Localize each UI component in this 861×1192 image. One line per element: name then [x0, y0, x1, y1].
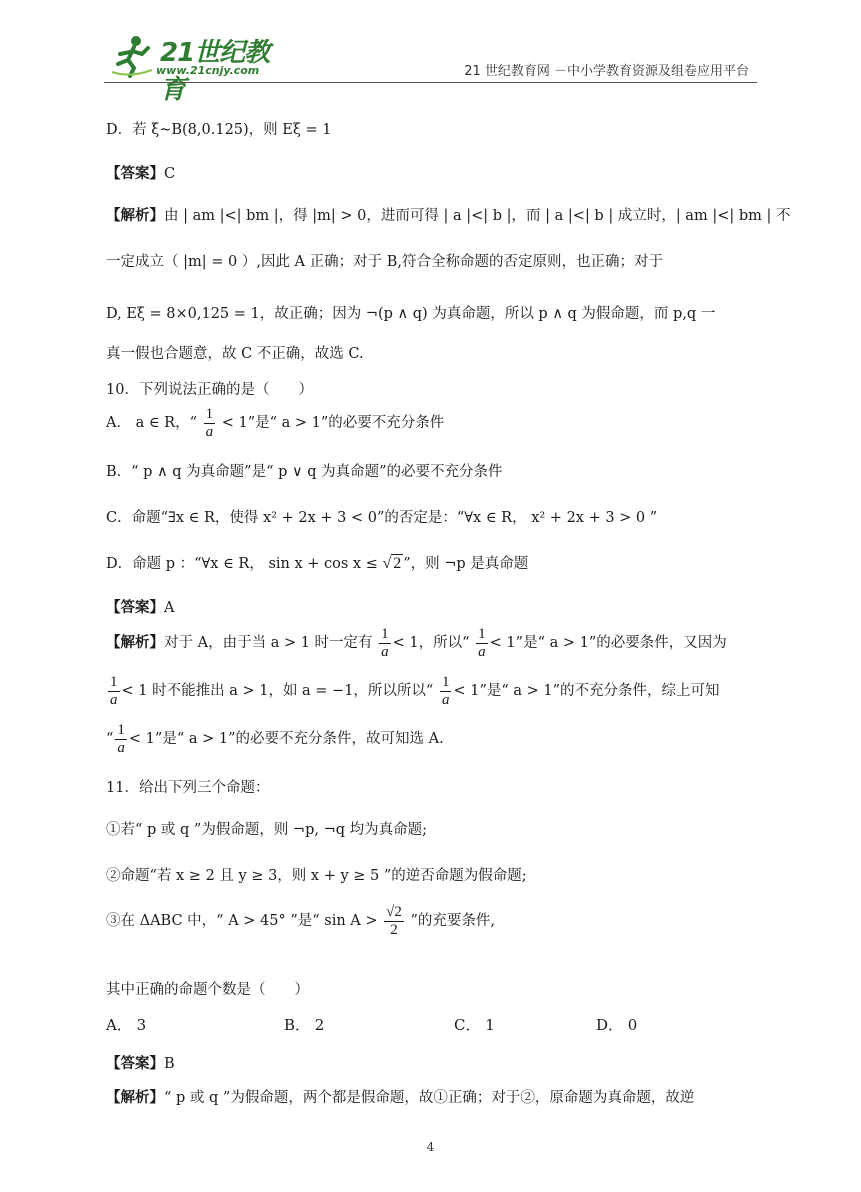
frac-den: a	[478, 643, 486, 660]
frac-num: 1	[205, 406, 214, 422]
fraction	[384, 904, 404, 938]
q10-stem: 10．下列说法正确的是（ ）	[106, 382, 313, 398]
explain-text: < 1 时不能推出 a > 1，如 a = −1，所以所以“	[121, 683, 434, 699]
q11-stem: 11．给出下列三个命题：	[106, 780, 270, 796]
q11-answer	[106, 1052, 175, 1073]
item-3-suffix: ”的充要条件,	[410, 913, 496, 929]
opt-d-suffix: ”，则 ¬p 是真命题	[403, 556, 529, 572]
q9-option-d: D．若 ξ~B(8,0.125)，则 Eξ = 1	[106, 122, 332, 138]
explain-tag: 【解析】	[106, 207, 164, 224]
q9-answer	[106, 162, 175, 183]
q9-explain-2: 一定成立（ |m| = 0 ）,因此 A 正确；对于 B,符合全称命题的否定原则，也正确；对于	[106, 254, 664, 270]
q11-item-1: ①若“ p 或 q ”为假命题，则 ¬p, ¬q 均为真命题;	[106, 822, 428, 838]
fraction	[379, 626, 391, 660]
frac-den: a	[110, 691, 118, 708]
explain-text: 由 | am |<| bm |，得 |m| > 0，进而可得 | a |<| b |，而 | a |<| b | 成立时，| am |<| bm | 不	[164, 208, 791, 224]
q10-option-d	[106, 552, 528, 573]
sqrt-expr: √ 2	[382, 555, 402, 572]
explain-tag: 【解析】	[106, 1089, 164, 1106]
explain-text: < 1，所以“	[392, 635, 470, 651]
page-number: 4	[426, 1140, 435, 1154]
q10-explain-2	[106, 674, 720, 708]
q9-explain-3: D, Eξ = 8×0,125 = 1，故正确；因为 ¬(p ∧ q) 为真命题，所以 p ∧ q 为假命题，而 p,q 一	[106, 306, 716, 322]
explain-text: < 1”是“ a > 1”的必要条件，又因为	[489, 635, 727, 651]
logo-url: www.21cnjy.com	[156, 64, 260, 77]
q10-answer	[106, 596, 174, 617]
sqrt-radicand: 2	[393, 555, 402, 572]
item-3-prefix: ③在 ΔABC 中，“ A > 45° ”是“ sin A >	[106, 913, 383, 929]
q11-item-3	[106, 904, 495, 938]
q9-explain-1	[106, 204, 790, 225]
frac-num: 1	[478, 626, 486, 642]
q10-option-b: B．“ p ∧ q 为真命题”是“ p ∨ q 为真命题”的必要不充分条件	[106, 464, 503, 480]
opt-d-prefix: D．命题 p ：“∀x ∈ R， sin x + cos x ≤	[106, 556, 383, 572]
answer-value: B	[164, 1056, 175, 1072]
choice-d: D． 0	[596, 1016, 638, 1034]
explain-text: < 1”是“ a > 1”的必要不充分条件，故可知选 A.	[128, 731, 444, 747]
site-logo	[104, 30, 284, 105]
answer-tag: 【答案】	[106, 599, 164, 616]
q11-ask: 其中正确的命题个数是（ ）	[106, 982, 309, 998]
q10-option-a	[106, 406, 444, 440]
choice-a: A． 3	[106, 1016, 147, 1034]
choice-c: C． 1	[454, 1016, 495, 1034]
frac-den: a	[381, 643, 389, 660]
frac-den: a	[205, 423, 214, 440]
frac-num: 1	[117, 722, 125, 738]
opt-a-prefix: A． a ∈ R，“	[106, 415, 198, 431]
frac-den: 2	[390, 921, 398, 938]
answer-tag: 【答案】	[106, 165, 164, 182]
runner-logo-icon	[110, 34, 154, 78]
explain-text: < 1”是“ a > 1”的不充分条件，综上可知	[453, 683, 720, 699]
answer-tag: 【答案】	[106, 1055, 164, 1072]
frac-den: a	[441, 691, 450, 708]
opt-a-suffix: < 1”是“ a > 1”的必要不充分条件	[221, 415, 445, 431]
q10-option-c: C．命题“∃x ∈ R，使得 x² + 2x + 3 < 0”的否定是：“∀x ∈ R， x² + 2x + 3 > 0 ”	[106, 510, 658, 526]
header-divider	[104, 82, 757, 83]
fraction	[440, 674, 452, 708]
page-header	[0, 0, 861, 105]
q9-explain-4: 真一假也合题意，故 C 不正确，故选 C.	[106, 346, 364, 362]
fraction	[476, 626, 488, 660]
frac-num: 1	[381, 626, 389, 642]
frac-num: 1	[441, 674, 450, 690]
fraction	[108, 674, 120, 708]
explain-text: “	[106, 731, 114, 747]
q10-explain-3	[106, 722, 444, 756]
fraction	[204, 406, 216, 440]
q11-item-2: ②命题“若 x ≥ 2 且 y ≥ 3，则 x + y ≥ 5 ”的逆否命题为假命题;	[106, 868, 527, 884]
q10-explain-1	[106, 626, 727, 660]
frac-num: 1	[110, 674, 118, 690]
frac-den: a	[117, 739, 125, 756]
explain-tag: 【解析】	[106, 634, 164, 651]
explain-text: 对于 A，由于当 a > 1 时一定有	[164, 635, 373, 651]
frac-num: √2	[386, 904, 402, 920]
answer-value: C	[164, 166, 176, 182]
logo-text: 21世纪教育	[160, 38, 270, 105]
fraction	[115, 722, 127, 756]
choice-b: B． 2	[284, 1016, 325, 1034]
explain-text: “ p 或 q ”为假命题，两个都是假命题，故①正确；对于②，原命题为真命题，故逆	[164, 1090, 695, 1106]
site-title: 21 世纪教育网 －中小学教育资源及组卷应用平台	[464, 64, 749, 79]
q11-explain	[106, 1086, 694, 1107]
answer-value: A	[164, 600, 175, 616]
